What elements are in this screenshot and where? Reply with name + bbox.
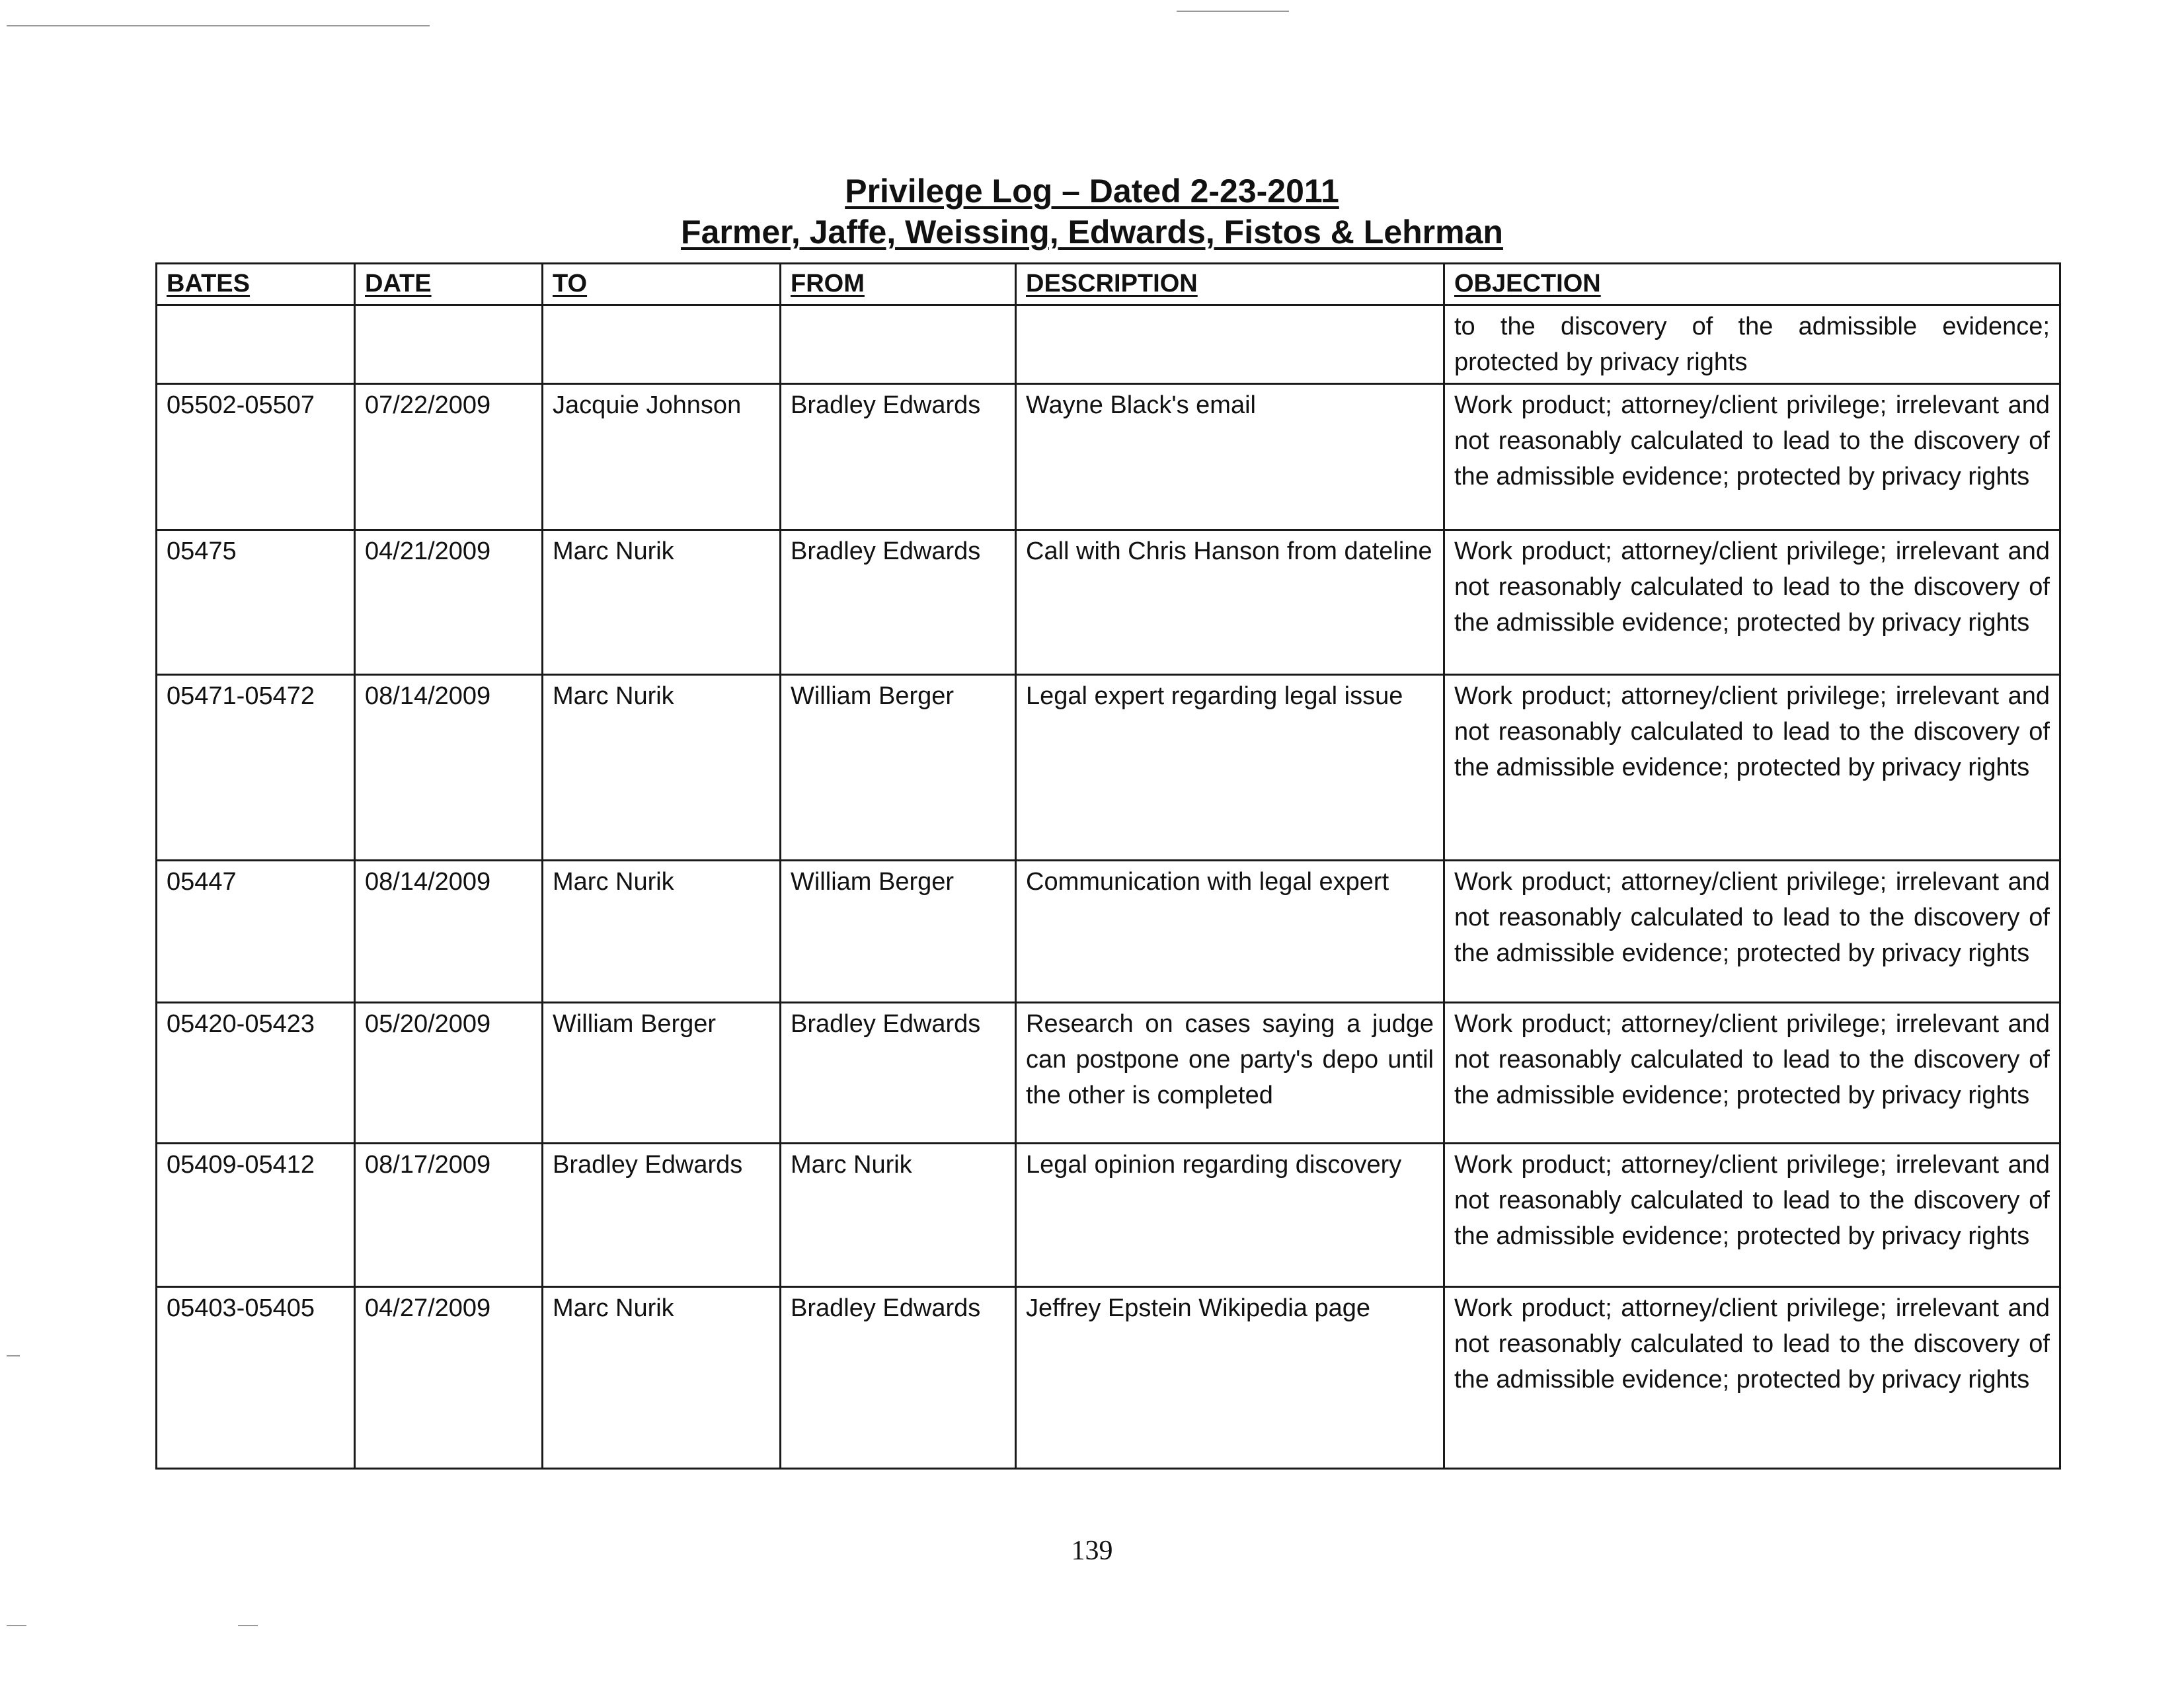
cell-to: Marc Nurik	[543, 1287, 781, 1469]
document-title: Privilege Log – Dated 2-23-2011	[845, 173, 1339, 210]
table-row	[157, 1144, 2060, 1287]
header-objection: OBJECTION	[1444, 264, 2060, 305]
header-bates: BATES	[157, 264, 355, 305]
cell-objection: Work product; attorney/client privilege; irrelevant and not reasonably calculated to lead to the discovery of the admissible evidence; protected by privacy rights	[1444, 384, 2060, 530]
cell-objection: Work product; attorney/client privilege; irrelevant and not reasonably calculated to lead to the discovery of the admissible evidence; protected by privacy rights	[1444, 861, 2060, 1003]
cell-objection: to the discovery of the admissible evidence; protected by privacy rights	[1444, 305, 2060, 384]
scan-mark	[7, 25, 430, 26]
cell-date: 08/17/2009	[355, 1144, 543, 1287]
cell-description: Communication with legal expert	[1016, 861, 1444, 1003]
header-from: FROM	[781, 264, 1016, 305]
cell-bates: 05447	[157, 861, 355, 1003]
table-row	[157, 861, 2060, 1003]
cell-to: Jacquie Johnson	[543, 384, 781, 530]
table-row	[157, 1003, 2060, 1144]
cell-date: 08/14/2009	[355, 861, 543, 1003]
cell-to: Bradley Edwards	[543, 1144, 781, 1287]
cell-date: 04/21/2009	[355, 530, 543, 675]
cell-to	[543, 305, 781, 384]
cell-description	[1016, 305, 1444, 384]
cell-bates: 05409-05412	[157, 1144, 355, 1287]
cell-from: Bradley Edwards	[781, 384, 1016, 530]
cell-objection: Work product; attorney/client privilege; irrelevant and not reasonably calculated to lead to the discovery of the admissible evidence; protected by privacy rights	[1444, 1287, 2060, 1469]
table-row	[157, 384, 2060, 530]
cell-to: William Berger	[543, 1003, 781, 1144]
cell-to: Marc Nurik	[543, 530, 781, 675]
cell-date: 04/27/2009	[355, 1287, 543, 1469]
scan-mark	[7, 1355, 20, 1356]
cell-description: Call with Chris Hanson from dateline	[1016, 530, 1444, 675]
cell-from: William Berger	[781, 861, 1016, 1003]
cell-description: Research on cases saying a judge can postpone one party's depo until the other is completed	[1016, 1003, 1444, 1144]
title-block	[0, 171, 2184, 253]
cell-description: Legal opinion regarding discovery	[1016, 1144, 1444, 1287]
cell-from: Bradley Edwards	[781, 1003, 1016, 1144]
cell-objection: Work product; attorney/client privilege; irrelevant and not reasonably calculated to lead to the discovery of the admissible evidence; protected by privacy rights	[1444, 1144, 2060, 1287]
header-row	[157, 264, 2060, 305]
cell-to: Marc Nurik	[543, 861, 781, 1003]
scan-mark	[1177, 11, 1289, 12]
cell-bates	[157, 305, 355, 384]
cell-bates: 05475	[157, 530, 355, 675]
header-description: DESCRIPTION	[1016, 264, 1444, 305]
cell-description: Wayne Black's email	[1016, 384, 1444, 530]
cell-from: Marc Nurik	[781, 1144, 1016, 1287]
cell-description: Jeffrey Epstein Wikipedia page	[1016, 1287, 1444, 1469]
cell-objection: Work product; attorney/client privilege; irrelevant and not reasonably calculated to lead to the discovery of the admissible evidence; protected by privacy rights	[1444, 675, 2060, 861]
table-row-continuation	[157, 305, 2060, 384]
scan-mark	[7, 1625, 26, 1626]
cell-bates: 05403-05405	[157, 1287, 355, 1469]
firm-name: Farmer, Jaffe, Weissing, Edwards, Fistos & Lehrman	[681, 214, 1503, 251]
cell-objection: Work product; attorney/client privilege; irrelevant and not reasonably calculated to lead to the discovery of the admissible evidence; protected by privacy rights	[1444, 530, 2060, 675]
cell-bates: 05502-05507	[157, 384, 355, 530]
page-number: 139	[1071, 1536, 1113, 1566]
table-row	[157, 1287, 2060, 1469]
cell-from: Bradley Edwards	[781, 530, 1016, 675]
cell-description: Legal expert regarding legal issue	[1016, 675, 1444, 861]
privilege-log-table	[155, 262, 2061, 1470]
cell-bates: 05471-05472	[157, 675, 355, 861]
table-row	[157, 530, 2060, 675]
cell-bates: 05420-05423	[157, 1003, 355, 1144]
header-to: TO	[543, 264, 781, 305]
cell-date	[355, 305, 543, 384]
cell-to: Marc Nurik	[543, 675, 781, 861]
scan-mark	[238, 1625, 258, 1626]
cell-objection: Work product; attorney/client privilege; irrelevant and not reasonably calculated to lead to the discovery of the admissible evidence; protected by privacy rights	[1444, 1003, 2060, 1144]
table-row	[157, 675, 2060, 861]
cell-from: William Berger	[781, 675, 1016, 861]
cell-from: Bradley Edwards	[781, 1287, 1016, 1469]
cell-date: 05/20/2009	[355, 1003, 543, 1144]
cell-from	[781, 305, 1016, 384]
cell-date: 07/22/2009	[355, 384, 543, 530]
header-date: DATE	[355, 264, 543, 305]
cell-date: 08/14/2009	[355, 675, 543, 861]
